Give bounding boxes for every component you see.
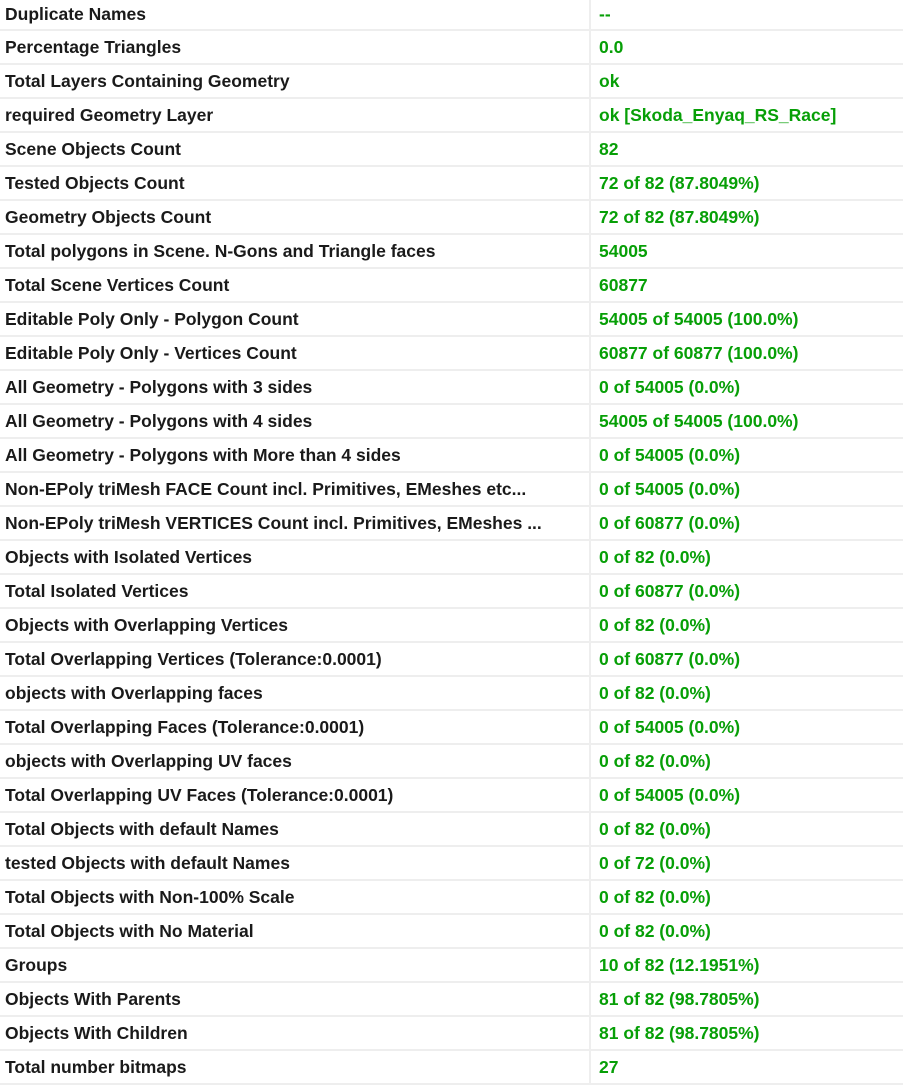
row-label: objects with Overlapping UV faces <box>0 744 590 778</box>
row-value: 0 of 54005 (0.0%) <box>590 370 903 404</box>
row-label: Geometry Objects Count <box>0 200 590 234</box>
table-row <box>0 370 903 404</box>
table-row <box>0 1050 903 1084</box>
row-value: 54005 of 54005 (100.0%) <box>590 404 903 438</box>
table-row <box>0 336 903 370</box>
row-value: 0 of 72 (0.0%) <box>590 846 903 880</box>
table-row <box>0 268 903 302</box>
table-row <box>0 778 903 812</box>
row-label: Total Objects with default Names <box>0 812 590 846</box>
row-label: Editable Poly Only - Polygon Count <box>0 302 590 336</box>
row-value: 0.0 <box>590 30 903 64</box>
row-value: 0 of 60877 (0.0%) <box>590 574 903 608</box>
row-label: Total Scene Vertices Count <box>0 268 590 302</box>
row-label: Objects with Overlapping Vertices <box>0 608 590 642</box>
row-label: required Geometry Layer <box>0 98 590 132</box>
row-label: Total polygons in Scene. N-Gons and Triangle faces <box>0 234 590 268</box>
row-value: 60877 of 60877 (100.0%) <box>590 336 903 370</box>
row-label: Total Objects with No Material <box>0 914 590 948</box>
row-value: 0 of 82 (0.0%) <box>590 676 903 710</box>
table-row <box>0 812 903 846</box>
table-row <box>0 744 903 778</box>
row-value: 0 of 82 (0.0%) <box>590 608 903 642</box>
row-value: 0 of 54005 (0.0%) <box>590 438 903 472</box>
row-value: 0 of 82 (0.0%) <box>590 540 903 574</box>
row-value: 54005 of 54005 (100.0%) <box>590 302 903 336</box>
row-value: 0 of 82 (0.0%) <box>590 812 903 846</box>
table-row <box>0 234 903 268</box>
row-value: 72 of 82 (87.8049%) <box>590 166 903 200</box>
row-value: ok <box>590 64 903 98</box>
row-label: All Geometry - Polygons with 4 sides <box>0 404 590 438</box>
row-value: -- <box>590 0 903 30</box>
table-row <box>0 166 903 200</box>
row-label: Total number bitmaps <box>0 1050 590 1084</box>
row-value: 0 of 82 (0.0%) <box>590 744 903 778</box>
row-label: Objects With Children <box>0 1016 590 1050</box>
table-row <box>0 540 903 574</box>
row-label: All Geometry - Polygons with 3 sides <box>0 370 590 404</box>
table-row <box>0 914 903 948</box>
table-row <box>0 132 903 166</box>
row-label: Total Overlapping UV Faces (Tolerance:0.0001) <box>0 778 590 812</box>
table-row <box>0 472 903 506</box>
row-value: 10 of 82 (12.1951%) <box>590 948 903 982</box>
table-row <box>0 30 903 64</box>
table-row <box>0 98 903 132</box>
row-label: Total Objects with Non-100% Scale <box>0 880 590 914</box>
row-label: Groups <box>0 948 590 982</box>
row-value: 81 of 82 (98.7805%) <box>590 982 903 1016</box>
row-value: 0 of 54005 (0.0%) <box>590 472 903 506</box>
row-value: 0 of 60877 (0.0%) <box>590 506 903 540</box>
row-value: 0 of 82 (0.0%) <box>590 880 903 914</box>
row-value: 60877 <box>590 268 903 302</box>
row-label: Duplicate Names <box>0 0 590 30</box>
table-row <box>0 642 903 676</box>
row-value: 27 <box>590 1050 903 1084</box>
row-value: 82 <box>590 132 903 166</box>
table-row <box>0 846 903 880</box>
row-label: Total Layers Containing Geometry <box>0 64 590 98</box>
table-row <box>0 404 903 438</box>
row-label: Total Isolated Vertices <box>0 574 590 608</box>
table-row <box>0 438 903 472</box>
table-row <box>0 574 903 608</box>
table-row <box>0 608 903 642</box>
table-row <box>0 200 903 234</box>
table-row <box>0 710 903 744</box>
row-label: Objects with Isolated Vertices <box>0 540 590 574</box>
row-label: Total Overlapping Vertices (Tolerance:0.0001) <box>0 642 590 676</box>
table-row <box>0 506 903 540</box>
row-value: 0 of 60877 (0.0%) <box>590 642 903 676</box>
row-label: Non-EPoly triMesh VERTICES Count incl. Primitives, EMeshes ... <box>0 506 590 540</box>
row-value: 81 of 82 (98.7805%) <box>590 1016 903 1050</box>
row-label: Editable Poly Only - Vertices Count <box>0 336 590 370</box>
table-row <box>0 982 903 1016</box>
row-label: Tested Objects Count <box>0 166 590 200</box>
table-row <box>0 0 903 30</box>
row-label: Scene Objects Count <box>0 132 590 166</box>
row-value: 0 of 54005 (0.0%) <box>590 710 903 744</box>
row-value: 0 of 54005 (0.0%) <box>590 778 903 812</box>
row-value: 54005 <box>590 234 903 268</box>
row-label: Total Overlapping Faces (Tolerance:0.0001) <box>0 710 590 744</box>
table-row <box>0 302 903 336</box>
table-row <box>0 880 903 914</box>
table-row <box>0 676 903 710</box>
row-label: Objects With Parents <box>0 982 590 1016</box>
row-value: 0 of 82 (0.0%) <box>590 914 903 948</box>
row-label: All Geometry - Polygons with More than 4 sides <box>0 438 590 472</box>
row-value: ok [Skoda_Enyaq_RS_Race] <box>590 98 903 132</box>
row-label: Percentage Triangles <box>0 30 590 64</box>
table-row <box>0 1016 903 1050</box>
row-label: tested Objects with default Names <box>0 846 590 880</box>
row-label: objects with Overlapping faces <box>0 676 590 710</box>
table-row <box>0 64 903 98</box>
row-value: 72 of 82 (87.8049%) <box>590 200 903 234</box>
table-row <box>0 948 903 982</box>
row-label: Non-EPoly triMesh FACE Count incl. Primitives, EMeshes etc... <box>0 472 590 506</box>
